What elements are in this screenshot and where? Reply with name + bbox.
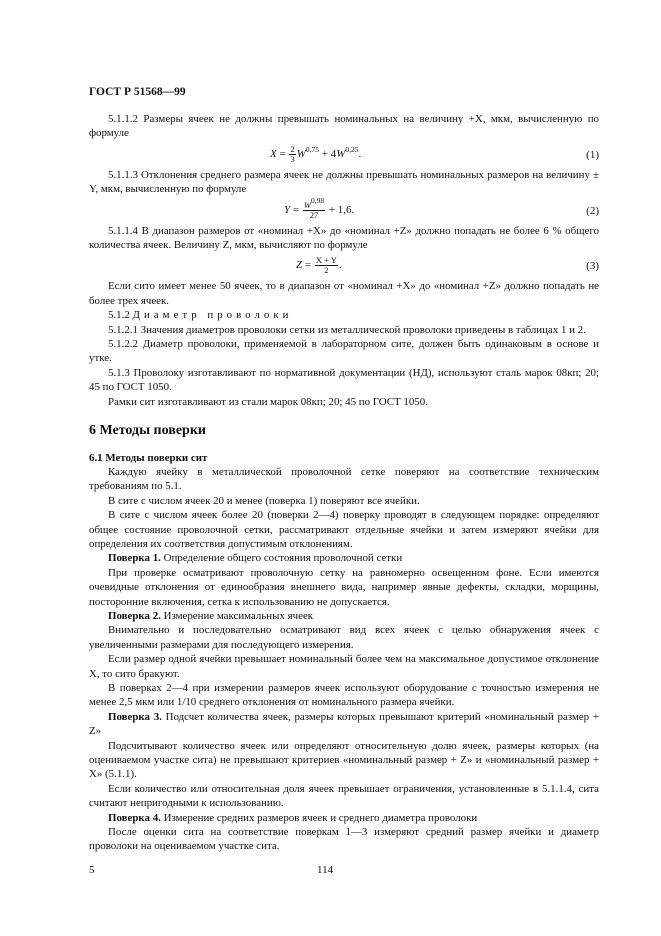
formula-3 <box>89 253 599 277</box>
section-6-1-heading: 6.1 Методы поверки сит <box>89 451 208 464</box>
paragraph-5-1-1-2: 5.1.1.2 Размеры ячеек не должны превышать номинальных на величину +X, мкм, вычисленную по формуле <box>89 113 599 140</box>
clause-title-wire-diameter: Диаметр проволоки <box>132 309 293 322</box>
formula-1-denominator: 3 <box>290 153 295 164</box>
check-2-title <box>89 609 599 623</box>
formula-2-body <box>284 195 355 220</box>
page-number-left: 5 <box>89 864 95 876</box>
formula-2-denominator: 27 <box>309 209 319 220</box>
formula-2-fraction <box>303 195 325 220</box>
paragraph-5-1-3: 5.1.3 Проволоку изготавливают по нормативной документации (НД), используют сталь марок 08кп; 20; 45 по ГОСТ 1050. <box>89 366 599 394</box>
formula-2-tail: + 1,6. <box>328 203 355 216</box>
paragraph-average-measure: После оценки сита на соответствие поверкам 1—3 измеряют средний размер ячейки и диаметр проволоки на оцениваемом участке сита. <box>89 826 599 853</box>
formula-1-tail: . <box>358 147 362 160</box>
paragraph-equipment: В поверках 2—4 при измерении размеров ячеек используют оборудование с точностью измерения не менее 2,5 мкм или 1/10 среднего отклонения от номинального размера ячейки. <box>89 682 599 709</box>
formula-3-body <box>296 256 342 275</box>
formula-2-lhs: Y <box>284 203 291 216</box>
paragraph-5-1-2 <box>89 308 599 322</box>
paragraph-5-1-1-3: 5.1.1.3 Отклонения среднего размера ячеек не должны превышать номинальных размеров на величину ± Y, мкм, вычисленную по формуле <box>89 168 599 196</box>
formula-1 <box>89 142 599 166</box>
document-body <box>89 112 599 854</box>
paragraph-each-cell: Каждую ячейку в металлической проволочной сетке поверяют на соответствие техническим требованиям по 5.1. <box>89 465 599 493</box>
check-3-text: Подсчет количества ячеек, размеры которых превышают критерий «номинальный размер + Z» <box>89 710 599 738</box>
formula-2-eq: = <box>292 203 300 216</box>
check-3-title <box>89 710 599 739</box>
paragraph-5-1-2-2: 5.1.2.2 Диаметр проволоки, применяемой в лабораторном сите, должен быть одинаковым в основе и утке. <box>89 338 599 365</box>
formula-3-tail: . <box>338 259 342 272</box>
formula-3-denominator: 2 <box>324 265 329 276</box>
formula-3-number: (3) <box>586 260 599 273</box>
page-number-center: 114 <box>317 864 334 876</box>
formula-1-w1: W <box>296 147 306 160</box>
document-header: ГОСТ Р 51568—99 <box>89 86 186 98</box>
paragraph-sieve-less-50: Если сито имеет менее 50 ячеек, то в диапазон от «номинал +X» до «номинал +Z» должно попадать не более трех ячеек. <box>89 280 599 307</box>
formula-3-numerator: X + Y <box>315 255 337 266</box>
paragraph-inspection: При проверке осматривают проволочную сетку на равномерно освещенном фоне. Если имеются очевидные отклонения от единообразия внешнего вида, например явные дефекты, складки, морщины, посторонние включения, сетка к использованию не допускается. <box>89 566 599 608</box>
formula-1-exp2: 0,25 <box>345 144 359 154</box>
formula-3-lhs: Z <box>296 259 303 272</box>
formula-1-fraction <box>289 145 295 164</box>
paragraph-frames: Рамки сит изготавливают из стали марок 08кп; 20; 45 по ГОСТ 1050. <box>108 395 428 408</box>
check-4-text: Измерение средних размеров ячеек и среднего диаметра проволоки <box>160 811 478 824</box>
check-4-label: Поверка 4. <box>108 811 161 824</box>
formula-2-number: (2) <box>586 204 599 217</box>
formula-1-w2: W <box>336 147 346 160</box>
formula-1-exp1: 0,75 <box>305 144 319 154</box>
formula-1-body <box>270 145 361 164</box>
formula-2-num-exp: 0,98 <box>310 195 325 205</box>
section-6-heading: 6 Методы поверки <box>89 423 206 439</box>
check-3-label: Поверка 3. <box>108 710 162 723</box>
formula-2-num-w: W <box>303 199 311 210</box>
paragraph-5-1-2-1: 5.1.2.1 Значения диаметров проволоки сетки из металлической проволоки приведены в таблицах 1 и 2. <box>108 323 586 336</box>
formula-1-eq: = <box>279 147 286 160</box>
formula-2 <box>89 195 599 222</box>
check-1-title <box>89 551 599 565</box>
formula-1-number: (1) <box>586 148 599 161</box>
check-4-title <box>89 811 599 825</box>
paragraph-count-cells: Подсчитывают количество ячеек или определяют относительную долю ячеек, размеры которых (на оцениваемом участке сита) не превышают критериев «номинальный размер + Z» и «номинальный размер + X» (5.1.1). <box>89 739 599 781</box>
paragraph-reject: Если размер одной ячейки превышает номинальный более чем на максимальное допустимое отклонение X, то сито бракуют. <box>89 653 599 680</box>
paragraph-unfit: Если количество или относительная доля ячеек превышает ограничения, установленные в 5.1.1.4, сита считают непригодными к использованию. <box>89 782 599 810</box>
check-2-label: Поверка 2. <box>108 609 161 622</box>
check-2-text: Измерение максимальных ячеек <box>160 609 314 622</box>
paragraph-20-or-less: В сите с числом ячеек 20 и менее (поверка 1) поверяют все ячейки. <box>108 494 420 507</box>
paragraph-5-1-1-4: 5.1.1.4 В диапазон размеров от «номинал +X» до «номинал +Z» должно попадать не более 6 % общего количества ячеек. Величину Z, мкм, вычисляют по формуле <box>89 224 599 252</box>
formula-1-lhs: X <box>270 147 277 160</box>
formula-1-plus: + 4 <box>321 147 337 160</box>
clause-number-5-1-2: 5.1.2 <box>108 309 130 322</box>
formula-3-eq: = <box>304 259 312 272</box>
formula-3-fraction <box>315 256 338 275</box>
check-1-label: Поверка 1. <box>108 552 161 565</box>
paragraph-more-than-20: В сите с числом ячеек более 20 (поверки 2—4) поверку проводят в следующем порядке: определяют общее состояние проволочной сетки, рассматривают отдельные ячейки и затем измеряют ячейки для определения их соответствия допустимым отклонениям. <box>89 509 599 550</box>
check-1-text: Определение общего состояния проволочной сетки <box>160 552 403 565</box>
formula-1-numerator: 2 <box>290 143 295 154</box>
paragraph-examine-cells: Внимательно и последовательно осматривают вид всех ячеек с целью обнаружения ячеек с увеличенными размерами для последующего измерения. <box>89 624 599 651</box>
